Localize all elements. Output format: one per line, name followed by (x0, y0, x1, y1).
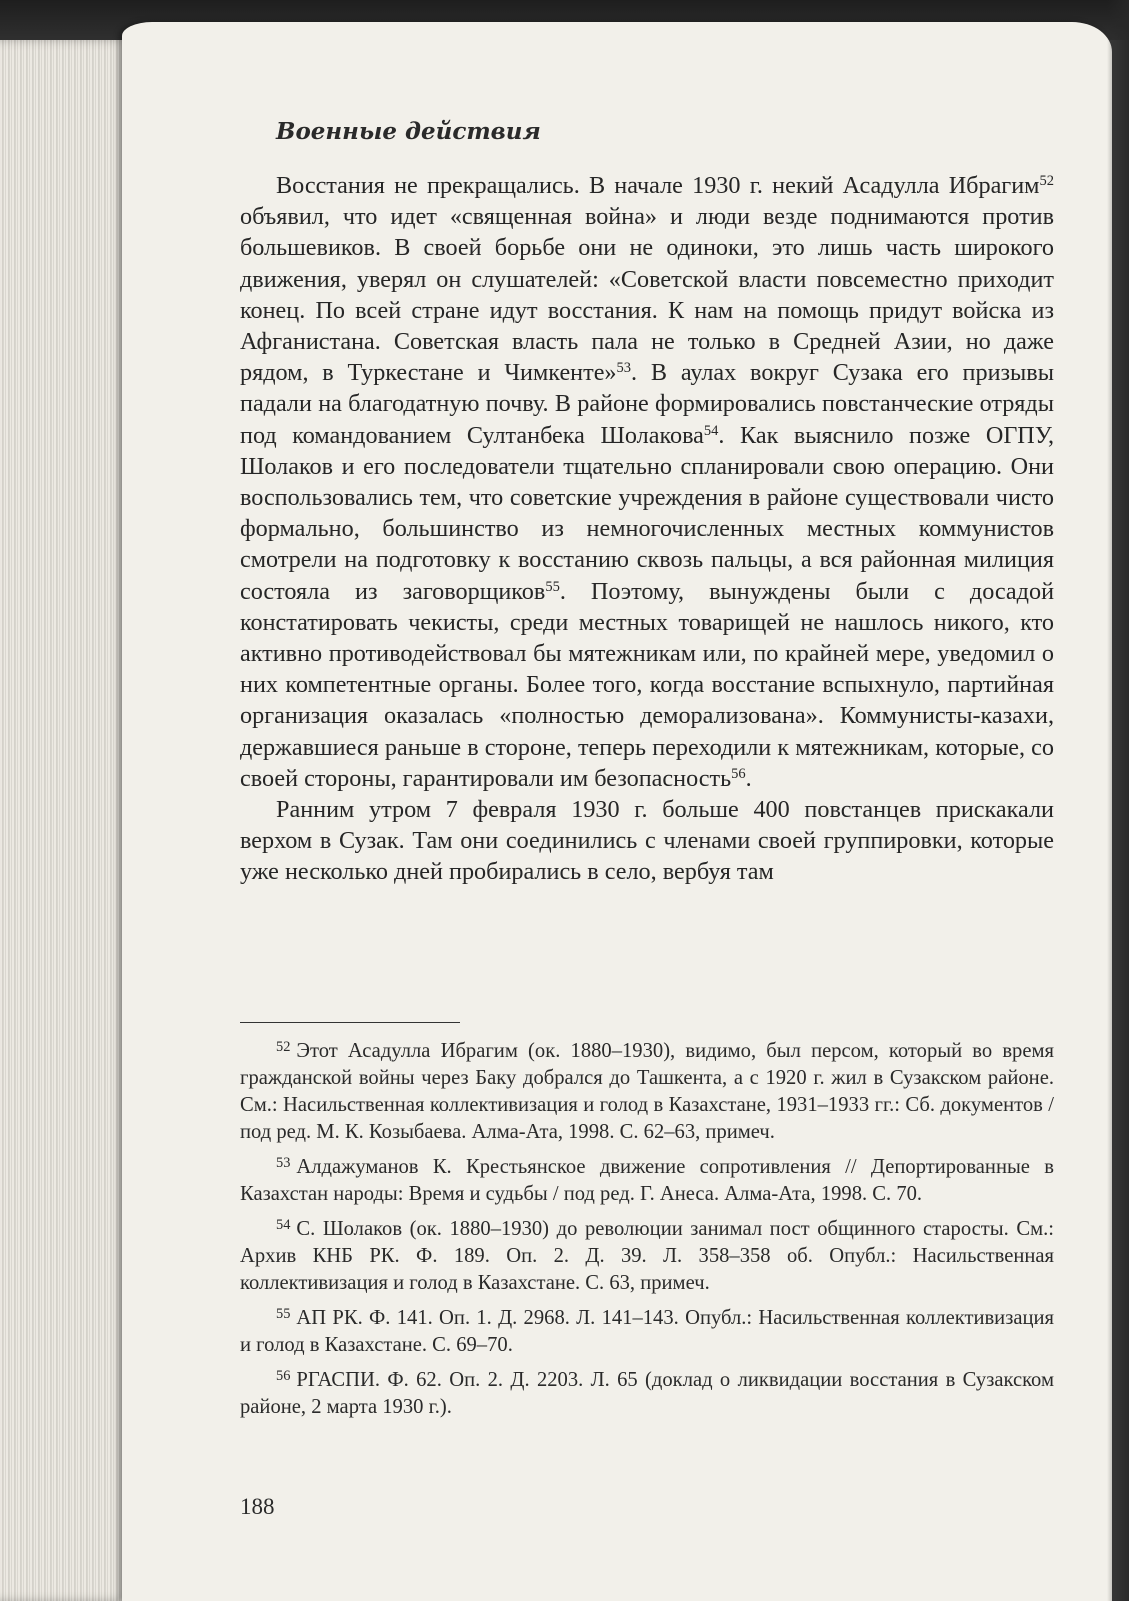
footnote-number: 56 (276, 1367, 291, 1384)
footnote-number: 54 (276, 1216, 291, 1233)
paragraph-text: объявил, что идет «священная война» и люди везде поднимаются против большевиков. В своей борьбе они не одиноки, это лишь часть широкого движения, уверял он слушателей: «Советской власти повсеместно приходит конец. По всей стране идут восстания. К нам на помощь придут войска из Афганистана. Советская власть пала не только в Средней Азии, но даже рядом, в Туркестане и Чимкенте» (240, 203, 1054, 387)
paragraph-text: . (745, 764, 752, 792)
scan-right-shadow (1107, 0, 1129, 1601)
section-heading: Военные действия (276, 118, 541, 145)
paragraph-text: . Как выяснило позже ОГПУ, Шолаков и его последователи тщательно спланировали свою операцию. Они воспользовались тем, что советские учреждения в районе существовали чисто формально, большинство из немногочисленных местных коммунистов смотрели на подготовку к восстанию сквозь пальцы, а вся районная милиция состояла из заговорщиков (240, 421, 1054, 605)
footnote-number: 55 (276, 1305, 291, 1322)
footnote-reference: 54 (703, 422, 719, 439)
footnote-number: 53 (276, 1154, 291, 1171)
footnote-text: Алдажуманов К. Крестьянское движение сопротивления // Депортированные в Казахстан народы: Время и судьбы / под ред. Г. Анеса. Алма-Ата, 1998. С. 70. (240, 1156, 1054, 1205)
paragraph-text: . Поэтому, вынуждены были с досадой констатировать чекисты, среди местных товарищей не нашлось никого, кто активно противодействовал бы мятежникам или, по крайней мере, уведомил о них компетентные органы. Более того, когда восстание вспыхнуло, партийная организация оказалась «полностью деморализована». Коммунисты-казахи, державшиеся раньше в стороне, теперь переходили к мятежникам, которые, со своей стороны, гарантировали им безопасность (240, 577, 1055, 792)
footnote-reference: 52 (1039, 173, 1054, 190)
footnotes (240, 1038, 1054, 1429)
footnote (240, 1216, 1054, 1297)
body-text (240, 170, 1054, 888)
footnote (240, 1154, 1054, 1208)
footnote (240, 1038, 1054, 1146)
footnote-text: С. Шолаков (ок. 1880–1930) до революции занимал пост общинного старосты. См.: Архив КНБ РК. Ф. 189. Оп. 2. Д. 39. Л. 358–358 об. Опубл.: Насильственная коллективизация и голод в Казахстане. С. 63, примеч. (240, 1218, 1054, 1294)
footnote-reference: 55 (545, 578, 560, 595)
paragraph-text: Ранним утром 7 февраля 1930 г. больше 400 повстанцев прискакали верхом в Сузак. Там они соединились с членами своей группировки, которые уже несколько дней пробирались в село, вербуя там (240, 796, 1054, 886)
footnote-number: 52 (276, 1038, 291, 1055)
footnote-reference: 56 (731, 765, 746, 782)
footnote-text: АП РК. Ф. 141. Оп. 1. Д. 2968. Л. 141–143. Опубл.: Насильственная коллективизация и голод в Казахстане. С. 69–70. (240, 1307, 1054, 1356)
body-paragraph (240, 794, 1054, 888)
body-paragraph (240, 170, 1054, 794)
footnote-text: Этот Асадулла Ибрагим (ок. 1880–1930), видимо, был персом, который во время гражданской войны через Баку добрался до Ташкента, а с 1920 г. жил в Сузакском районе. См.: Насильственная коллективизация и голод в Казахстане, 1931–1933 гг.: Сб. документов / под ред. М. К. Козыбаева. Алма-Ата, 1998. С. 62–63, примеч. (240, 1040, 1054, 1143)
footnote (240, 1367, 1054, 1421)
book-page-edges (0, 40, 130, 1601)
footnote-text: РГАСПИ. Ф. 62. Оп. 2. Д. 2203. Л. 65 (доклад о ликвидации восстания в Сузакском районе, 2 марта 1930 г.). (240, 1369, 1054, 1418)
page-number: 188 (240, 1494, 275, 1519)
paragraph-text: Восстания не прекращались. В начале 1930 г. некий Асадулла Ибрагим (276, 172, 1040, 199)
footnote-reference: 53 (616, 360, 632, 377)
footnote (240, 1305, 1054, 1359)
footnote-separator (240, 1022, 460, 1023)
paragraph-text: . В аулах вокруг Сузака его призывы падали на благодатную почву. В районе формировались повстанческие отряды под командованием Султанбека Шолакова (240, 359, 1054, 449)
